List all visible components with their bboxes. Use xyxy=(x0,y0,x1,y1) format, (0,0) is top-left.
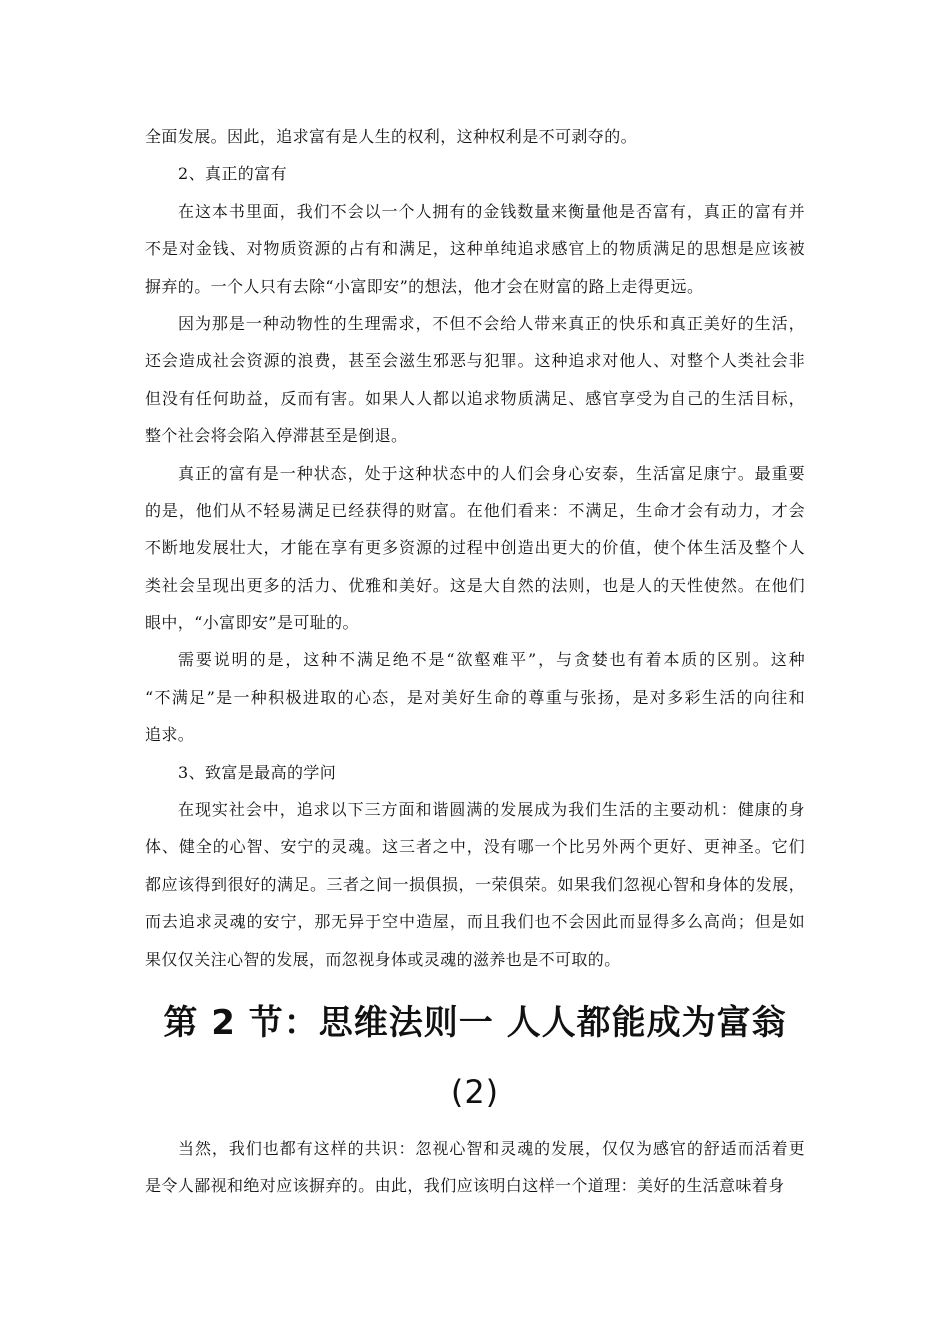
text-line: 因为那是一种动物性的生理需求，不但不会给人带来真正的快乐和真正美好的生活， xyxy=(178,313,805,333)
paragraph xyxy=(145,760,805,797)
text-line: 果仅仅关注心智的发展，而忽视身体或灵魂的滋养也是不可取的。 xyxy=(145,949,621,969)
text-line: 眼中，“小富即安”是可耻的。 xyxy=(145,613,359,633)
text-line: 而去追求灵魂的安宁，那无异于空中造屋，而且我们也不会因此而显得多么高尚；但是如 xyxy=(145,912,805,932)
text-line: 体、健全的心智、安宁的灵魂。这三者之中，没有哪一个比另外两个更好、更神圣。它们 xyxy=(145,837,805,857)
section-heading-part: (2) xyxy=(450,1072,500,1111)
text-line: 都应该得到很好的满足。三者之间一损俱损，一荣俱荣。如果我们忽视心智和身体的发展， xyxy=(145,874,805,894)
text-line: 真正的富有是一种状态，处于这种状态中的人们会身心安泰，生活富足康宁。最重要 xyxy=(178,463,805,483)
paragraph xyxy=(145,1136,805,1211)
text-line: 整个社会将会陷入停滞甚至是倒退。 xyxy=(145,426,408,446)
paragraph xyxy=(145,161,805,198)
text-line: 还会造成社会资源的浪费，甚至会滋生邪恶与犯罪。这种追求对他人、对整个人类社会非 xyxy=(145,351,805,371)
text-line: 追求。 xyxy=(145,725,195,745)
text-line: 是令人鄙视和绝对应该摒弃的。由此，我们应该明白这样一个道理：美好的生活意味着身 xyxy=(145,1176,785,1196)
text-line: 摒弃的。一个人只有去除“小富即安”的想法，他才会在财富的路上走得更远。 xyxy=(145,276,704,296)
text-line: 在这本书里面，我们不会以一个人拥有的金钱数量来衡量他是否富有，真正的富有并 xyxy=(178,201,805,221)
text-line: 需要说明的是，这种不满足绝不是“欲壑难平”，与贪婪也有着本质的区别。这种 xyxy=(178,650,805,670)
section-heading: 第 2 节：思维法则一 人人都能成为富翁 xyxy=(163,1002,787,1043)
text-line: “不满足”是一种积极进取的心态，是对美好生命的尊重与张扬，是对多彩生活的向往和 xyxy=(145,687,805,707)
text-line: 不断地发展壮大，才能在享有更多资源的过程中创造出更大的价值，使个体生活及整个人 xyxy=(145,538,805,558)
paragraph xyxy=(145,461,805,648)
text-line: 不是对金钱、对物质资源的占有和满足，这种单纯追求感官上的物质满足的思想是应该被 xyxy=(145,239,805,259)
paragraph xyxy=(145,124,805,161)
text-line: 2、真正的富有 xyxy=(178,164,287,184)
text-line: 全面发展。因此，追求富有是人生的权利，这种权利是不可剥夺的。 xyxy=(145,127,638,146)
text-section-before xyxy=(145,124,805,984)
paragraph xyxy=(145,797,805,984)
paragraph xyxy=(145,199,805,311)
text-line: 但没有任何助益，反而有害。如果人人都以追求物质满足、感官享受为自己的生活目标， xyxy=(145,388,805,408)
text-line: 当然，我们也都有这样的共识：忽视心智和灵魂的发展，仅仅为感官的舒适而活着更 xyxy=(178,1138,805,1158)
text-line: 在现实社会中，追求以下三方面和谐圆满的发展成为我们生活的主要动机：健康的身 xyxy=(178,800,805,820)
text-line: 的是，他们从不轻易满足已经获得的财富。在他们看来：不满足，生命才会有动力，才会 xyxy=(145,500,805,520)
text-line: 3、致富是最高的学问 xyxy=(178,762,337,782)
paragraph xyxy=(145,311,805,461)
text-line: 类社会呈现出更多的活力、优雅和美好。这是大自然的法则，也是人的天性使然。在他们 xyxy=(145,575,805,595)
text-section-after xyxy=(145,1136,805,1211)
document-body xyxy=(145,124,805,1211)
paragraph xyxy=(145,647,805,759)
